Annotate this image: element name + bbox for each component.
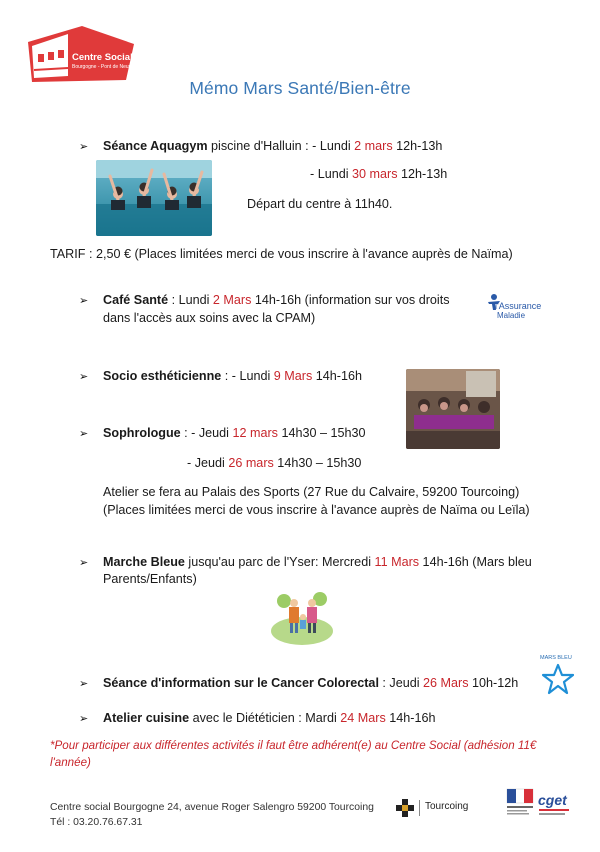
- logo-subname: Bourgogne - Pont de Neuville: [72, 64, 138, 70]
- cafe-line-2: dans l'accès aux soins avec la CPAM): [103, 311, 316, 325]
- aquagym-line-2: - Lundi 30 mars 12h-13h: [310, 167, 448, 181]
- arrow-bullet-icon: ➢: [79, 678, 89, 690]
- tourcoing-emblem-icon: [395, 798, 415, 818]
- tourcoing-logo: Tourcoing: [395, 797, 477, 819]
- tarif-text: TARIF : 2,50 € (Places limitées merci de vous inscrire à l'avance auprès de Naïma): [50, 247, 513, 261]
- marche-label: Marche Bleue: [103, 555, 185, 569]
- sophro-line-2: - Jeudi 26 mars 14h30 – 15h30: [187, 456, 362, 470]
- marche-line-1: Marche Bleue jusqu'au parc de l'Yser: Mercredi 11 Mars 14h-16h (Mars bleu: [103, 555, 532, 569]
- cafe-line-1: Café Santé : Lundi 2 Mars 14h-16h (information sur vos droits: [103, 293, 450, 307]
- marche-date: 11 Mars: [374, 555, 420, 569]
- aquagym-depart: Départ du centre à 11h40.: [247, 197, 393, 211]
- republique-francaise-icon: [505, 787, 535, 821]
- phone-text: Tél : 03.20.76.67.31: [50, 816, 143, 828]
- mars-bleu-star-icon: [542, 663, 574, 695]
- arrow-bullet-icon: ➢: [79, 428, 89, 440]
- arrow-bullet-icon: ➢: [79, 371, 89, 383]
- government-logos: [505, 787, 573, 823]
- membership-note: *Pour participer aux différentes activités il faut être adhérent(e) au Centre Social (adhésion 11€ l'année): [50, 739, 537, 769]
- marche-line-2: Parents/Enfants): [103, 572, 197, 586]
- sophro-label: Sophrologue: [103, 426, 181, 440]
- socio-date: 9 Mars: [273, 369, 313, 383]
- arrow-bullet-icon: ➢: [79, 713, 89, 725]
- cget-logo: cget: [538, 792, 567, 808]
- sophro-date-1: 12 mars: [232, 426, 278, 440]
- cancer-line: Séance d'information sur le Cancer Colorectal : Jeudi 26 Mars 10h-12h: [103, 676, 519, 690]
- footer-address: [50, 801, 374, 830]
- cuisine-line: Atelier cuisine avec le Diététicien : Mardi 24 Mars 14h-16h: [103, 711, 436, 725]
- sophro-atelier-1: Atelier se fera au Palais des Sports (27 Rue du Calvaire, 59200 Tourcoing): [103, 485, 520, 499]
- logo-name: Centre Social: [72, 52, 133, 63]
- aquagym-date-1: 2 mars: [354, 139, 393, 153]
- mars-bleu-logo: MARS BLEU: [540, 655, 576, 695]
- cuisine-label: Atelier cuisine: [103, 711, 190, 725]
- socio-label: Socio esthéticienne: [103, 369, 222, 383]
- socio-line: Socio esthéticienne : - Lundi 9 Mars 14h-16h: [103, 369, 363, 383]
- page-title: Mémo Mars Santé/Bien-être: [189, 78, 411, 98]
- assurance-maladie-logo: l'Assurance Maladie: [485, 293, 551, 323]
- cuisine-date: 24 Mars: [340, 711, 386, 725]
- arrow-bullet-icon: ➢: [79, 141, 89, 153]
- aquagym-label: Séance Aquagym: [103, 139, 208, 153]
- arrow-bullet-icon: ➢: [79, 295, 89, 307]
- aquagym-line-1: Séance Aquagym piscine d'Halluin : - Lundi 2 mars 12h-13h: [103, 139, 443, 153]
- sophro-date-2: 26 mars: [228, 456, 274, 470]
- cafe-date: 2 Mars: [212, 293, 252, 307]
- aquagym-photo: [96, 160, 212, 236]
- marche-illustration: [270, 585, 334, 645]
- address-text: Centre social Bourgogne 24, avenue Roger Salengro 59200 Tourcoing: [50, 802, 374, 813]
- socio-photo: [406, 369, 500, 449]
- cafe-label: Café Santé: [103, 293, 169, 307]
- arrow-bullet-icon: ➢: [79, 557, 89, 569]
- cancer-label: Séance d'information sur le Cancer Colorectal: [103, 676, 379, 690]
- cancer-date: 26 Mars: [423, 676, 469, 690]
- sophro-atelier-2: (Places limitées merci de vous inscrire à l'avance auprès de Naïma ou Leïla): [103, 503, 530, 517]
- aquagym-date-2: 30 mars: [352, 167, 398, 181]
- sophro-line-1: Sophrologue : - Jeudi 12 mars 14h30 – 15h30: [103, 426, 366, 440]
